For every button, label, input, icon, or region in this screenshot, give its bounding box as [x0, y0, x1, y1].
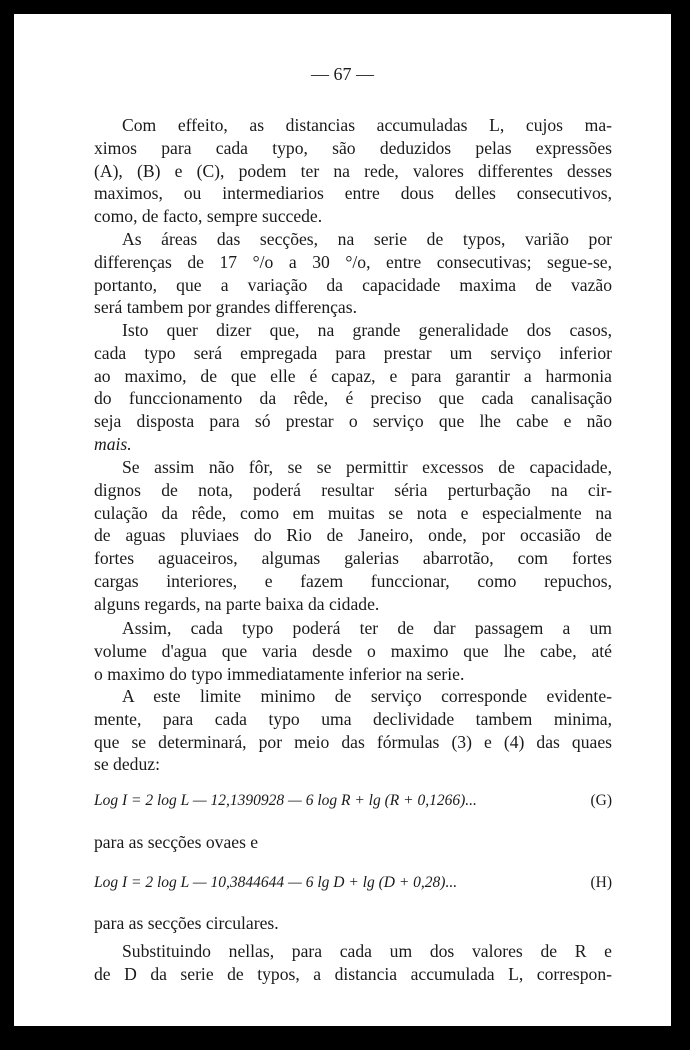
formula-g-tag: (G): [590, 792, 612, 809]
text-line: de D da serie de typos, a distancia accumulada L, correspon-: [94, 963, 612, 984]
text-line: do funccionamento da rêde, é preciso que cada canalisação: [94, 388, 612, 409]
formula-g: [94, 792, 612, 810]
formula-h-expression: Log I = 2 log L — 10,3844644 — 6 lg D + lg (D + 0,28)...: [94, 874, 458, 891]
text-ovaes: para as secções ovaes e: [94, 832, 259, 852]
text-line: dignos de nota, poderá resultar séria perturbação na cir-: [94, 479, 612, 500]
formula-g-expression: Log I = 2 log L — 12,1390928 — 6 log R + lg (R + 0,1266)...: [94, 792, 477, 809]
text-line: seja disposta para só prestar o serviço que lhe cabe e não: [94, 411, 612, 432]
text-line: A este limite minimo de serviço corresponde evidente-: [122, 686, 612, 706]
text-line: ao maximo, de que elle é capaz, e para garantir a harmonia: [94, 365, 612, 386]
text-line: será tambem por grandes differenças.: [94, 297, 357, 318]
text-line: alguns regards, na parte baixa da cidade.: [94, 593, 380, 614]
text-line: As áreas das secções, na serie de typos, varião por: [122, 229, 612, 249]
text-line: Com effeito, as distancias accumuladas L, cujos ma-: [122, 115, 612, 135]
paragraph-7: [94, 940, 612, 986]
text-line: (A), (B) e (C), podem ter na rede, valores differentes desses: [94, 160, 612, 181]
text-line: culação da rêde, como em muitas se nota e especialmente na: [94, 502, 612, 523]
page-number: — 67 —: [311, 64, 374, 84]
text-line: se deduz:: [94, 754, 160, 775]
text-line: volume d'agua que varia desde o maximo que lhe cabe, até: [94, 640, 612, 661]
text-line: Assim, cada typo poderá ter de dar passagem a um: [122, 618, 612, 638]
paragraph-4: [94, 456, 612, 616]
paragraph-5: [94, 617, 612, 685]
text-line: differenças de 17 °/o a 30 °/o, entre consecutivas; segue-se,: [94, 251, 612, 272]
text-line: ximos para cada typo, são deduzidos pelas expressões: [94, 137, 612, 158]
text-circulares: para as secções circulares.: [94, 913, 279, 933]
text-line: Isto quer dizer que, na grande generalidade dos casos,: [122, 320, 612, 340]
text-line: o maximo do typo immediatamente inferior na serie.: [94, 663, 465, 684]
text-line: de aguas pluviaes do Rio de Janeiro, onde, por occasião de: [94, 525, 612, 546]
text-line: como, de facto, sempre succede.: [94, 206, 323, 227]
text-line: fortes aguaceiros, algumas galerias abarrotão, com fortes: [94, 548, 612, 569]
formula-h-tag: (H): [590, 874, 612, 891]
paragraph-3: [94, 319, 612, 456]
text-line: Substituindo nellas, para cada um dos valores de R e: [122, 941, 612, 961]
formula-h: [94, 874, 612, 892]
text-line: Se assim não fôr, se se permittir excessos de capacidade,: [122, 457, 612, 477]
book-page: [14, 14, 671, 1026]
text-line: portanto, que a variação da capacidade maxima de vazão: [94, 274, 612, 295]
paragraph-6: [94, 685, 612, 776]
text-line: maximos, ou intermediarios entre dous delles consecutivos,: [94, 183, 612, 204]
text-line: mais.: [94, 433, 132, 454]
text-line: que se determinará, por meio das fórmulas (3) e (4) das quaes: [94, 731, 612, 752]
text-line: mente, para cada typo uma declividade tambem minima,: [94, 708, 612, 729]
text-line: cada typo será empregada para prestar um serviço inferior: [94, 342, 612, 363]
text-line: cargas interiores, e fazem funccionar, como repuchos,: [94, 570, 612, 591]
paragraph-2: [94, 228, 612, 319]
paragraph-1: [94, 114, 612, 228]
